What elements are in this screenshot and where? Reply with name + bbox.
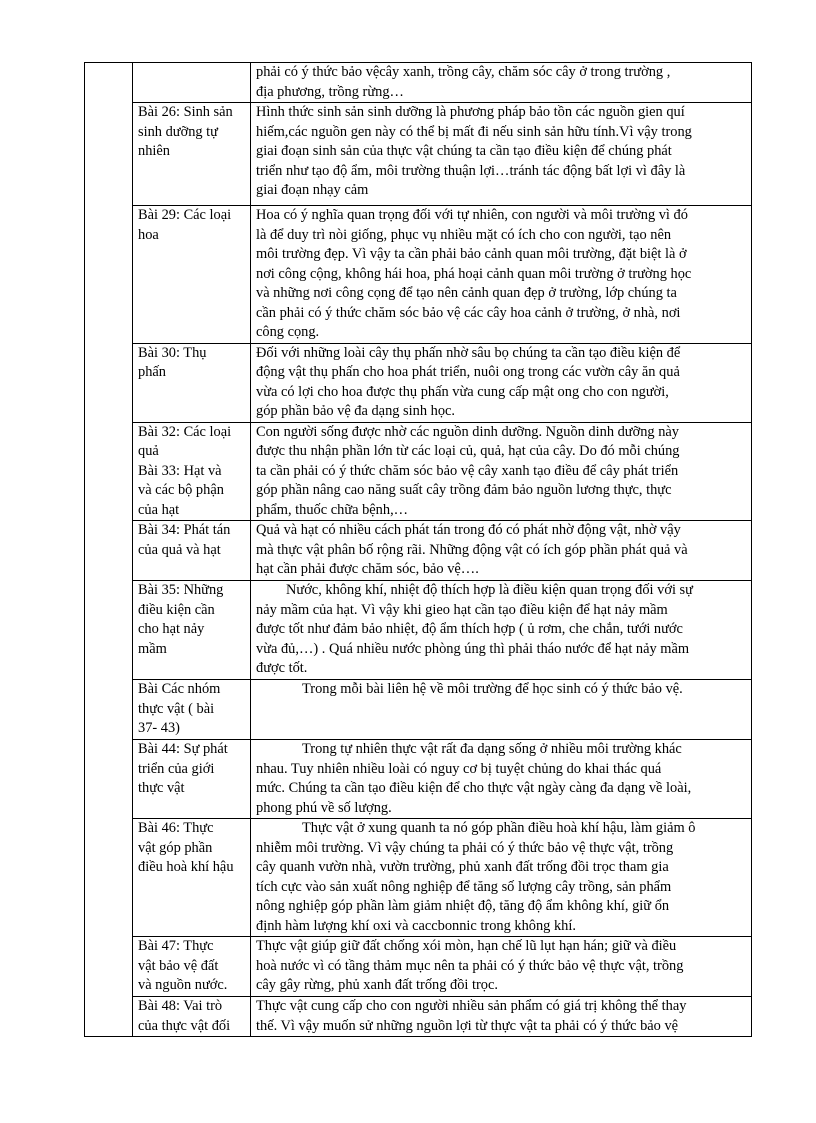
lesson-title-line: của thực vật đối: [138, 1017, 231, 1034]
lesson-title-line: thực vật: [138, 780, 185, 796]
table-row: [85, 680, 752, 740]
content-text-line: Thực vật giúp giữ đất chống xói mòn, hạn chế lũ lụt hạn hán; giữ và điều: [256, 938, 677, 954]
lesson-title-line: Bài 30: Thụ: [138, 344, 207, 361]
blank-cell: [85, 343, 133, 422]
content-text-line: vừa có lợi cho hoa được thụ phấn vừa cung cấp mật ong cho con người,: [256, 383, 669, 400]
content-text-line: tích cực vào sản xuất nông nghiệp để tăng số lượng cây trồng, sản phẩm: [256, 878, 672, 895]
lesson-title-line: 37- 43): [138, 720, 180, 736]
content-text-line: Trong mỗi bài liên hệ về môi trường để học sinh có ý thức bảo vệ.: [302, 681, 683, 697]
content-text-line: nơi công cộng, không hái hoa, phá hoại cảnh quan môi trường ở trường học: [256, 265, 692, 282]
content-text-line: Đối với những loài cây thụ phấn nhờ sâu bọ chúng ta cần tạo điều kiện để: [256, 344, 681, 361]
blank-cell: [85, 422, 133, 521]
content-cell: [251, 740, 752, 819]
content-cell: [251, 63, 752, 103]
content-text-line: hạt cần phải được chăm sóc, bảo vệ….: [256, 561, 479, 577]
table-row: [85, 422, 752, 521]
content-text-line: phải có ý thức bảo vệcây xanh, trồng cây, chăm sóc cây ở trong trường ,: [256, 64, 671, 80]
lesson-cell: [133, 680, 251, 740]
blank-cell: [85, 206, 133, 344]
content-text-line: được tốt như đảm bảo nhiệt, độ ẩm thích hợp ( ủ rơm, che chắn, tưới nước: [256, 621, 683, 637]
content-cell: [251, 581, 752, 680]
content-text-line: thế. Vì vậy muốn sử những nguồn lợi từ thực vật ta phải có ý thức bảo vệ: [256, 1017, 679, 1034]
content-text-line: Hình thức sinh sản sinh dưỡng là phương pháp bảo tồn các nguồn gien quí: [256, 104, 685, 120]
content-text-line: mức. Chúng ta cần tạo điều kiện để cho thực vật ngày càng đa dạng về loài,: [256, 780, 692, 796]
content-text-line: ta cần phải có ý thức chăm sóc bảo vệ cây xanh tạo điều để cây phát triển: [256, 462, 679, 479]
content-text-line: cây gây rừng, phủ xanh đất trống đồi trọc.: [256, 977, 498, 993]
lesson-title-line: Bài 46: Thực: [138, 820, 214, 836]
content-text-line: phong phú về số lượng.: [256, 799, 392, 816]
content-text-line: mà thực vật phân bố rộng rãi. Những động vật có ích góp phần phát quả và: [256, 541, 688, 558]
lesson-title-line: vật bảo vệ đất: [138, 957, 219, 974]
content-text-line: động vật thụ phấn cho hoa phát triển, nuôi ong trong các vườn cây ăn quả: [256, 364, 680, 380]
lesson-title-line: điều kiện cần: [138, 601, 215, 618]
lesson-title-line: và các bộ phận: [138, 482, 224, 498]
content-text-line: môi trường đẹp. Vì vậy ta cần phải bảo cảnh quan môi trường, đặt biệt là ở: [256, 246, 687, 262]
blank-cell: [85, 740, 133, 819]
content-cell: [251, 680, 752, 740]
lesson-title-line: sinh dưỡng tự: [138, 123, 218, 140]
content-text-line: nông nghiệp góp phần làm giảm nhiệt độ, tăng độ ẩm không khí, giữ ổn: [256, 898, 670, 914]
table-row: [85, 997, 752, 1037]
table-row: [85, 819, 752, 937]
content-text-line: cần phải có ý thức chăm sóc bảo vệ các cây hoa cảnh ở trường, ở nhà, nơi: [256, 304, 681, 321]
content-text-line: và những nơi công cọng để tạo nên cảnh quan đẹp ở trường, lớp chúng ta: [256, 285, 677, 301]
lesson-title-line: Bài 33: Hạt và: [138, 462, 222, 479]
content-text-line: Quả và hạt có nhiều cách phát tán trong đó có phát nhờ động vật, nhờ vậy: [256, 522, 681, 538]
content-text-line: là để duy trì nòi giống, phục vụ nhiều mặt có ích cho con người, tạo nên: [256, 226, 672, 243]
lesson-title-line: vật góp phần: [138, 839, 213, 856]
lesson-cell: [133, 343, 251, 422]
lesson-cell: [133, 819, 251, 937]
lesson-cell: [133, 103, 251, 206]
lesson-cell: [133, 422, 251, 521]
content-cell: [251, 521, 752, 581]
table-row: [85, 206, 752, 344]
table-row: [85, 581, 752, 680]
lesson-cell: [133, 521, 251, 581]
lesson-title-line: Bài 26: Sinh sản: [138, 104, 233, 120]
lesson-title-line: Bài 34: Phát tán: [138, 522, 231, 538]
blank-cell: [85, 997, 133, 1037]
lesson-title-line: và nguồn nước.: [138, 977, 228, 993]
content-text-line: cây quanh vườn nhà, vườn trường, phủ xanh đất trống đồi trọc tham gia: [256, 859, 669, 875]
content-text-line: công cọng.: [256, 324, 320, 340]
lesson-title-line: quả: [138, 443, 159, 459]
blank-cell: [85, 63, 133, 103]
content-text-line: hoà nước vì có tầng thảm mục nên ta phải có ý thức bảo vệ thực vật, trồng: [256, 957, 684, 974]
lesson-cell: [133, 997, 251, 1037]
lesson-title-line: mầm: [138, 640, 167, 657]
content-cell: [251, 997, 752, 1037]
content-text-line: Trong tự nhiên thực vật rất đa dạng sống ở nhiều môi trường khác: [302, 741, 682, 757]
lesson-title-line: Bài 48: Vai trò: [138, 998, 223, 1014]
content-cell: [251, 103, 752, 206]
content-text-line: giai đoạn sinh sản của thực vật chúng ta cần tạo điều kiện để chúng phát: [256, 143, 672, 159]
lesson-table-body: [85, 63, 752, 1037]
content-text-line: Con người sống được nhờ các nguồn dinh dưỡng. Nguồn dinh dưỡng này: [256, 423, 679, 440]
content-text-line: giai đoạn nhạy cảm: [256, 182, 369, 198]
content-cell: [251, 343, 752, 422]
lesson-title-line: Bài 44: Sự phát: [138, 741, 228, 757]
lesson-title-line: Bài 29: Các loại: [138, 207, 232, 223]
table-row: [85, 343, 752, 422]
lesson-cell: [133, 206, 251, 344]
lesson-title-line: Bài 47: Thực: [138, 938, 214, 954]
lesson-cell: [133, 937, 251, 997]
content-text-line: triển như tạo độ ẩm, môi trường thuận lợi…tránh tác động bất lợi vì đây là: [256, 162, 686, 179]
lesson-title-line: Bài 35: Những: [138, 582, 224, 598]
lesson-title-line: hoa: [138, 226, 159, 243]
content-cell: [251, 206, 752, 344]
blank-cell: [85, 937, 133, 997]
content-text-line: địa phương, trồng rừng…: [256, 83, 404, 100]
lesson-title-line: Bài 32: Các loại: [138, 423, 232, 440]
lesson-title-line: của quả và hạt: [138, 541, 221, 558]
content-text-line: được tốt.: [256, 660, 308, 676]
blank-cell: [85, 581, 133, 680]
table-row: [85, 63, 752, 103]
content-text-line: vừa đủ,…) . Quá nhiều nước phòng úng thì phải tháo nước để hạt nảy mầm: [256, 640, 690, 657]
content-text-line: nảy mầm của hạt. Vì vậy khi gieo hạt cần tạo điều kiện để hạt nảy mầm: [256, 601, 668, 618]
lesson-title-line: thực vật ( bài: [138, 700, 215, 717]
lesson-title-line: điều hoà khí hậu: [138, 859, 234, 875]
table-row: [85, 103, 752, 206]
blank-cell: [85, 521, 133, 581]
lesson-title-line: nhiên: [138, 143, 170, 159]
content-text-line: Thực vật ở xung quanh ta nó góp phần điều hoà khí hậu, làm giảm ô: [302, 820, 696, 836]
table-row: [85, 937, 752, 997]
content-cell: [251, 819, 752, 937]
content-text-line: được thu nhận phần lớn từ các loại củ, quả, hạt của cây. Do đó mỗi chúng: [256, 443, 680, 459]
lesson-title-line: cho hạt nảy: [138, 621, 205, 637]
content-text-line: Hoa có ý nghĩa quan trọng đối với tự nhiên, con người và môi trường vì đó: [256, 207, 688, 223]
lesson-cell: [133, 63, 251, 103]
blank-cell: [85, 680, 133, 740]
lesson-title-line: của hạt: [138, 501, 180, 518]
blank-cell: [85, 103, 133, 206]
lesson-title-line: phấn: [138, 364, 166, 380]
content-cell: [251, 937, 752, 997]
lesson-title-line: triển của giới: [138, 760, 215, 777]
content-text-line: Nước, không khí, nhiệt độ thích hợp là điều kiện quan trọng đối với sự: [286, 582, 693, 598]
blank-cell: [85, 819, 133, 937]
content-text-line: định hàm lượng khí oxi và caccbonnic trong không khí.: [256, 917, 576, 934]
content-text-line: hiếm,các nguồn gen này có thể bị mất đi nếu sinh sản hữu tính.Vì vậy trong: [256, 123, 692, 140]
lesson-title-line: Bài Các nhóm: [138, 681, 221, 697]
content-text-line: nhau. Tuy nhiên nhiều loài có nguy cơ bị tuyệt chủng do khai thác quá: [256, 760, 662, 777]
table-row: [85, 521, 752, 581]
lesson-cell: [133, 581, 251, 680]
lesson-cell: [133, 740, 251, 819]
content-text-line: nhiễm môi trường. Vì vậy chúng ta phải có ý thức bảo vệ thực vật, trồng: [256, 839, 674, 856]
table-row: [85, 740, 752, 819]
content-text-line: góp phần bảo vệ đa dạng sinh học.: [256, 403, 456, 419]
content-cell: [251, 422, 752, 521]
lesson-table: [84, 62, 752, 1037]
content-text-line: góp phần nâng cao năng suất cây trồng đảm bảo nguồn lương thực, thực: [256, 482, 672, 498]
content-text-line: Thực vật cung cấp cho con người nhiều sản phẩm có giá trị không thể thay: [256, 998, 687, 1014]
content-text-line: phẩm, thuốc chữa bệnh,…: [256, 501, 409, 518]
